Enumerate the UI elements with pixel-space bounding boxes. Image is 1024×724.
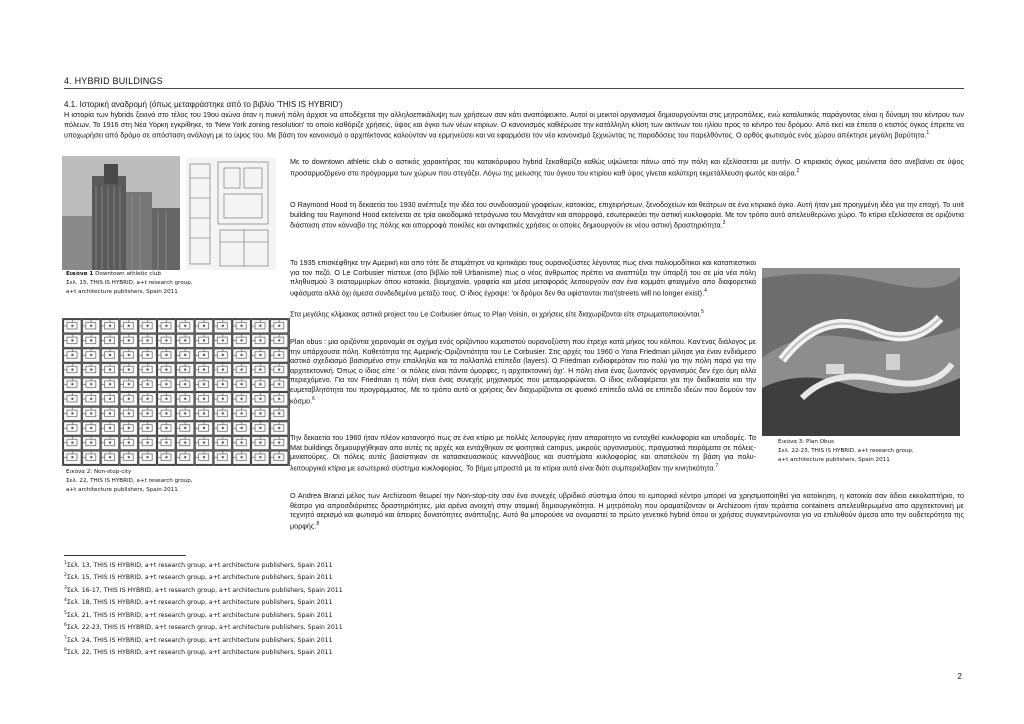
footnote: [64, 621, 424, 633]
figure-non-stop-city: [62, 318, 290, 466]
intro-paragraph: Η ιστορία των hybrids ξεκινά στο τέλος του 19ου αιώνα όταν η πυκνή πόλη άρχισε να αποδέχεται την αλληλοεπικάλυψη των χρήσεων σαν κάτι αναπόφευκτο. Αυτοί οι μεικτοί οργανισμοί δημιουργούνται στις μητροπόλεις, ενώ καταλυτικός παράγοντας είναι η δύναμη του κέντρου των πόλεων. Το 1916 στη Νέα Υόρκη εγκρίθηκε, το 'New York zoning resolution' το οποίο καθόριζε χρήσεις, ύψος και όγκο των νέων κτιρίων. Ο κανονισμός καθιέρωσε την κατάλληλη κλίση των ακτίνων του ηλίου προς το κέντρο του δρόμου. Από εκεί και έπειτα ο κτιστός όγκος έπρεπε να υποχωρήσει από δρόμο σε απόσταση ανάλογη με το ύψος του. Με βάση τον κανονισμό ο αρχιτέκτονας καλούνταν να ερμηνεύσει και να εφαρμόσει τον νέο κανονισμό ξεχνώντας τις παραδόσεις του παρελθόντος. Ο ορθός φωτισμός ενός χώρου απέκτησε μεγάλη βαρύτητα.$^1$: [64, 110, 964, 140]
figure-2-caption: [66, 468, 286, 495]
footnotes: [64, 555, 424, 659]
figure-3-caption: [778, 438, 968, 465]
footnote-text: Σελ. 22, THIS IS HYBRID, a+t research group, a+t architecture publishers, Spain 2011: [66, 649, 333, 657]
footnote-number: 6: [64, 623, 67, 629]
footnote-number: 2: [64, 573, 67, 579]
paragraph-athletic-club: Με το downtown athletic club ο αστικός χαρακτήρας του κατακόρυφου hybrid ξεκαθαρίζει καθώς υψώνεται πάνω από την πόλη και εξελίσσεται με αυτήν. Ο κτιριακός όγκος μειώνεται όσο ανεβαίνει σε ύψος προσαρμοζόμενο στο πρόγραμμα των χώρων που στεγάζει. Λόγω της μείωσης του όγκου του κτιρίου καθ ύψος γίνεται καλύτερη εκμετάλλευση φωτός και αέρα.$^2$: [290, 157, 964, 177]
footnote-text: Σελ. 21, THIS IS HYBRID, a+t research group, a+t architecture publishers, Spain 2011: [66, 611, 333, 619]
figure-plan-obus: [762, 268, 960, 436]
figure-1-label: Εικόνα 1: [66, 271, 94, 277]
paragraph-raymond-hood: O Raymond Hood τη δεκαετία του 1930 ανέπτυξε την ιδέα του συνδυασμού γραφείων, κατοικίας, επιχειρήσεων, ξενοδοχείων και θεάτρων σε ένα κτιριακό όγκο. Αυτή ήταν μια προηγμένη ιδέα για την εποχή. To unit building του Raymond Hood εκτείνεται σε τρία οικοδομικά τετράγωνα του Μανχάταν και απορροφά, εσωτερικεύει την αστική κυκλοφορία. Με τον τρόπο αυτό απελευθερώνει χώρο. Το κτίριο εξελίσσεται σε οριζόντια διάσταση στον κάνναβο της πόλης και απορροφά ποικίλες και αντιφατικές χρήσεις οι οποίες δημιουργούν εκ νέου αστική δραστηριότητα.$^3$: [290, 200, 964, 230]
figure-3-ref-line1: Σελ. 22-23, THIS IS HYBRID, a+t research group,: [778, 448, 914, 454]
footnote: [64, 559, 424, 571]
section-title: 4. HYBRID BUILDINGS: [64, 76, 964, 89]
paragraph-le-corbusier: Το 1935 επισκέφθηκε την Αμερική και απο τότε δε σταμάτησε να κριτικάρει τους ουρανοξύστες λέγοντας πως είναι παλιομοδίτικοι και καταπιεστικοι για τον πεζό. O Le Corbusier πίστευε (στο βιβλίο τοθ Urbanisme) πως ο νέος άνθρωπος πρέπει να αναπτύξει την ύπαρξή του σε μία νέα πόλη πληθυσμού 3 εκατομμυρίων όπου κατοικία, βιομηχανία, γραφεία και μέσα μεταφοράς λειτουργούν σαν ένα κομμάτι φτιαγμένο απο διαφορετικά υφάσματα αλλά όχι άμεσα συνδεδεμένα μεταξύ τους. Ο ίδιος έγραψε: 'οι δρόμοι δεν θα υφίστανται πια'(streets will no longer exist).$^4$: [290, 258, 756, 298]
figure-2-label: Εικόνα 2: Non-stop-city: [66, 469, 132, 475]
footnote-list: [64, 559, 424, 659]
footnote: [64, 584, 424, 596]
figure-3-ref-line2: a+t architecture publishers, Spain 2011: [778, 457, 890, 463]
paragraph-mat-buildings: Την δεκαετία του 1960 ήταν πλέον κατανοητό πως σε ένα κτίριο με πολλές λειτουργίες ήταν απαραίτητο να ενταχθεί κυκλοφορία και υποδομές. Τα Mat buildings δημιουργήθηκαν απο αυτές τις αρχές και εντάχθηκαν σε φοιτητικά campus, μικρούς οργανισμούς, πραγματικά πειράματα σε πόλεις-μινιατούρες. Οι πόλεις αυτές βασίστηκαν σε κατασκευασικούς κανννάβους και συστήματα κυκλοφορίας και αποτελούν τη βάση για πολυ-λειτουργικά κτίρια με εσωτερικό σύστημα κυκλοφορίας. Το βήμα μπροστά με τα κτίρια αυτά είναι διότι συμπεριέλαβαν την κινητικότητα.$^7$: [290, 433, 756, 473]
paragraph-plan-voisin: Στα μεγάλης κλίμακας αστικά project του Le Corbusier όπως το Plan Voisin, οι χρήσεις είτε διαχωρίζονται είτε στρωματοποιούνται.$^5$: [290, 309, 704, 319]
footnote-text: Σελ. 18, THIS IS HYBRID, a+t research group, a+t architecture publishers, Spain 2011: [66, 599, 333, 607]
figure-1-name: Downtown athletic club: [93, 271, 161, 277]
footnote-text: Σελ. 24, THIS IS HYBRID, a+t research group, a+t architecture publishers, Spain 2011: [66, 636, 333, 644]
figure-athletic-club-plans: [186, 158, 276, 270]
footnote-text: Σελ. 22-23, THIS IS HYBRID, a+t research group, a+t architecture publishers, Spain 2011: [66, 624, 343, 632]
figure-2-ref-line1: Σελ. 22, THIS IS HYBRID, a+t research group,: [66, 478, 193, 484]
footnote-text: Σελ. 15, THIS IS HYBRID, a+t research group, a+t architecture publishers, Spain 2011: [66, 574, 333, 582]
figure-downtown-athletic-club-photo: [62, 156, 180, 270]
footnote-number: 7: [64, 635, 67, 641]
footnote-text: Σελ. 13, THIS IS HYBRID, a+t research group, a+t architecture publishers, Spain 2011: [66, 562, 333, 570]
footnote: [64, 634, 424, 646]
footnote: [64, 596, 424, 608]
paragraph-andrea-branzi: O Andrea Branzi μέλος των Archizoom θεωρεί την Non-stop-city σαν ένα συνεχές υβριδικό σύστημα όπου το εμπορικό κέντρο μπορεί να χρησιμοποιηθεί για κατοίκηση, η κατοικία σαν άδειο εκκολαπτήριο, το θέατρο για απροσδιόριστες δραστηριότητες, μία αρένα ανοιχτή στην ατομική δημιουργικότητα. Η μητρόπολη που οραματίζονταν οι Archizoom ήταν τεράστια containers απελευθερωμένα απο αρχιτεκτονική με τεχνητό αερισμό και φωτισμό και άπειρες δυνατότητες ανάπτυξης. Αυτό θα μπορούσε να ονομαστεί το πρώτο γενετικό hybrid όπου οι χρήσεις συγκεντρώνονται για να επιλυθούν άμεσα απο την ουδετερότητα της μορφής.$^8$: [290, 491, 964, 531]
page-number: 2: [957, 672, 962, 681]
figure-1-caption: [66, 270, 286, 297]
subsection-title: 4.1. Ιστορική αναδρομή (όπως μεταφράστηκε από το βιβλίο 'THIS IS HYBRID'): [64, 100, 343, 109]
figure-3-label: Εικόνα 3: Plan Obus: [778, 439, 835, 445]
footnote-divider: [64, 555, 186, 556]
footnote-number: 1: [64, 561, 67, 566]
figure-2-ref-line2: a+t architecture publishers, Spain 2011: [66, 487, 178, 493]
figure-1-ref-line1: Σελ. 15, THIS IS HYBRID, a+t research group,: [66, 280, 193, 286]
footnote-number: 8: [64, 648, 67, 654]
footnote: [64, 571, 424, 583]
paragraph-plan-obus: Plan obus : μια οριζόντια χειρονομία σε σχήμα ενός οριζόντιου κυματιστού ουρανοξύστη που έτρεχε κατά μήκος του κόλπου. Καν'ενας διάλογος με την υπάρχουσα πόλη. Καθετότητα της Αμερικής-Οριζοντιότητα του Le Corbusier. Στις αρχές του 1960 ο Yona Friedman μίλησε για έναν ενδιάμεσο αστικό σχεδιασμό βασισμένο στην επαλληλία και τα πολλαπλά επίπεδα (layers). O Friedman ενδιαφερόταν πιο πολύ για την πόλη παρά για την αρχιτεκτονική. Όπως ο ίδιος είπε ' οι πόλεις είναι πάντα όμορφες, η αρχιτεκτονική όχι'. Η πόλη είναι ένας ζωντανός οργανισμός δεν έχει όμη αλλά περιεχόμενο. Για τον Friedman η πόλη είναι ένας συνεχής μηχανισμός που μεταμορφώνεται. Ο ίδιος ενδιαφέρεται για την διαδικασία και την ευμεταβλητότητα του προγράμματος. Με το τρόπο αυτό οι χρήσεις δεν διαχωρίζονται σε φυσικό επίπεδο αλλά σε επίπεδο ιδεών που δομούν τον κόσμο.$^6$: [290, 337, 756, 405]
footnote: [64, 609, 424, 621]
figure-1-ref-line2: a+t architecture publishers, Spain 2011: [66, 289, 178, 295]
footnote: [64, 646, 424, 658]
footnote-number: 3: [64, 585, 67, 591]
footnote-text: Σελ. 16-17, THIS IS HYBRID, a+t research group, a+t architecture publishers, Spain 2011: [66, 587, 343, 594]
footnote-number: 4: [64, 598, 67, 604]
footnote-number: 5: [64, 610, 67, 616]
